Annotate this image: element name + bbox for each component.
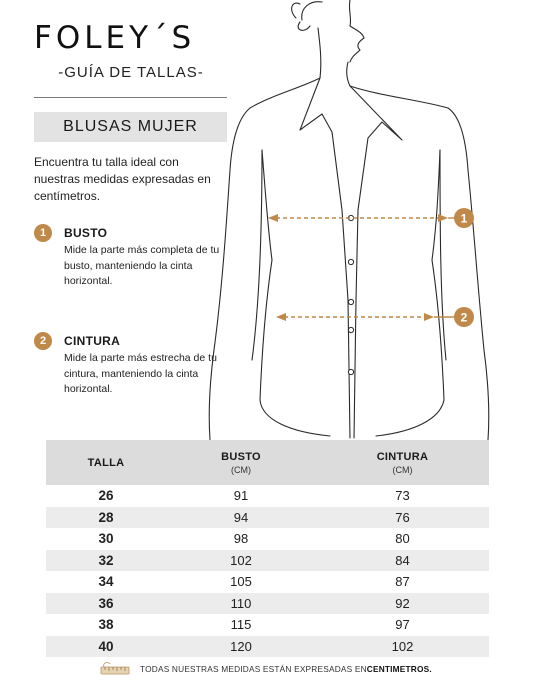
button-icon <box>348 327 353 332</box>
table-row <box>46 485 489 507</box>
waist-marker-number: 2 <box>460 310 468 325</box>
table-row <box>46 550 489 572</box>
footer-emphasis: CENTIMETROS. <box>366 664 432 674</box>
size-cell: 40 <box>46 636 166 658</box>
measure-description: Mide la parte más estrecha de tu cintura, manteniendo la cinta horizontal. <box>64 352 217 395</box>
size-cell: 30 <box>46 528 166 550</box>
footer-note <box>100 660 440 678</box>
button-icon <box>348 259 353 264</box>
arrow-head-icon <box>276 313 286 321</box>
arrow-head-icon <box>438 214 448 222</box>
size-cell: 28 <box>46 507 166 529</box>
bust-cell: 120 <box>166 636 316 658</box>
header-bust <box>166 440 316 485</box>
table-row <box>46 614 489 636</box>
measure-title: CINTURA <box>64 334 121 348</box>
placket <box>332 132 368 438</box>
neck-outline <box>318 28 350 86</box>
bust-marker-number: 1 <box>460 211 468 226</box>
waist-cell: 102 <box>316 636 489 658</box>
collar-left <box>300 78 332 132</box>
waist-cell: 73 <box>316 485 489 507</box>
bust-cell: 115 <box>166 614 316 636</box>
sleeve-right <box>440 150 489 440</box>
size-cell: 26 <box>46 485 166 507</box>
table-row <box>46 593 489 615</box>
waist-cell: 97 <box>316 614 489 636</box>
bust-cell: 98 <box>166 528 316 550</box>
measure-waist <box>34 332 224 422</box>
bust-cell: 105 <box>166 571 316 593</box>
size-cell: 34 <box>46 571 166 593</box>
table-header-row <box>46 440 489 485</box>
table-row <box>46 528 489 550</box>
size-cell: 38 <box>46 614 166 636</box>
button-icon <box>348 369 353 374</box>
measure-number-badge: 2 <box>34 332 52 350</box>
waist-cell: 92 <box>316 593 489 615</box>
header-size-label: TALLA <box>87 456 125 469</box>
bust-cell: 102 <box>166 550 316 572</box>
header-waist-label: CINTURA <box>376 450 429 463</box>
bust-cell: 91 <box>166 485 316 507</box>
waist-cell: 87 <box>316 571 489 593</box>
waist-cell: 84 <box>316 550 489 572</box>
waist-cell: 76 <box>316 507 489 529</box>
measure-description: Mide la parte más completa de tu busto, manteniendo la cinta horizontal. <box>64 244 220 287</box>
header-bust-label: BUSTO <box>221 450 261 463</box>
measuring-tape-icon <box>100 660 130 678</box>
face-outline <box>349 0 364 62</box>
arrow-head-icon <box>424 313 434 321</box>
table-row <box>46 636 489 658</box>
size-cell: 32 <box>46 550 166 572</box>
table-row <box>46 507 489 529</box>
footer-text: TODAS NUESTRAS MEDIDAS ESTÁN EXPRESADAS EN <box>140 664 367 674</box>
bust-cell: 110 <box>166 593 316 615</box>
shoulder-right <box>350 86 468 170</box>
shoulder-left <box>230 78 320 170</box>
collar-right <box>350 86 402 140</box>
size-cell: 36 <box>46 593 166 615</box>
measure-bust <box>34 224 224 314</box>
header-bust-unit: (CM) <box>231 464 251 475</box>
category-label: BLUSAS MUJER <box>63 118 198 135</box>
intro-text: Encuentra tu talla ideal con nuestras medidas expresadas en centímetros. <box>34 155 211 203</box>
body-left <box>260 150 330 436</box>
size-table <box>46 440 489 657</box>
divider <box>34 97 227 98</box>
brand-logo: FOLEY´S <box>34 20 196 56</box>
table-row <box>46 571 489 593</box>
guide-subtitle: -GUÍA DE TALLAS- <box>58 64 204 81</box>
waist-cell: 80 <box>316 528 489 550</box>
header-waist-unit: (CM) <box>392 464 413 475</box>
blouse-illustration <box>200 0 533 440</box>
header-size <box>46 440 166 485</box>
measure-number-badge: 1 <box>34 224 52 242</box>
measure-title: BUSTO <box>64 226 108 240</box>
button-icon <box>348 299 353 304</box>
hair-outline <box>292 2 322 31</box>
bust-cell: 94 <box>166 507 316 529</box>
header-waist <box>316 440 489 485</box>
arrow-head-icon <box>268 214 278 222</box>
body-right <box>376 150 444 436</box>
category-banner <box>34 112 227 142</box>
sleeve-left <box>209 150 262 440</box>
